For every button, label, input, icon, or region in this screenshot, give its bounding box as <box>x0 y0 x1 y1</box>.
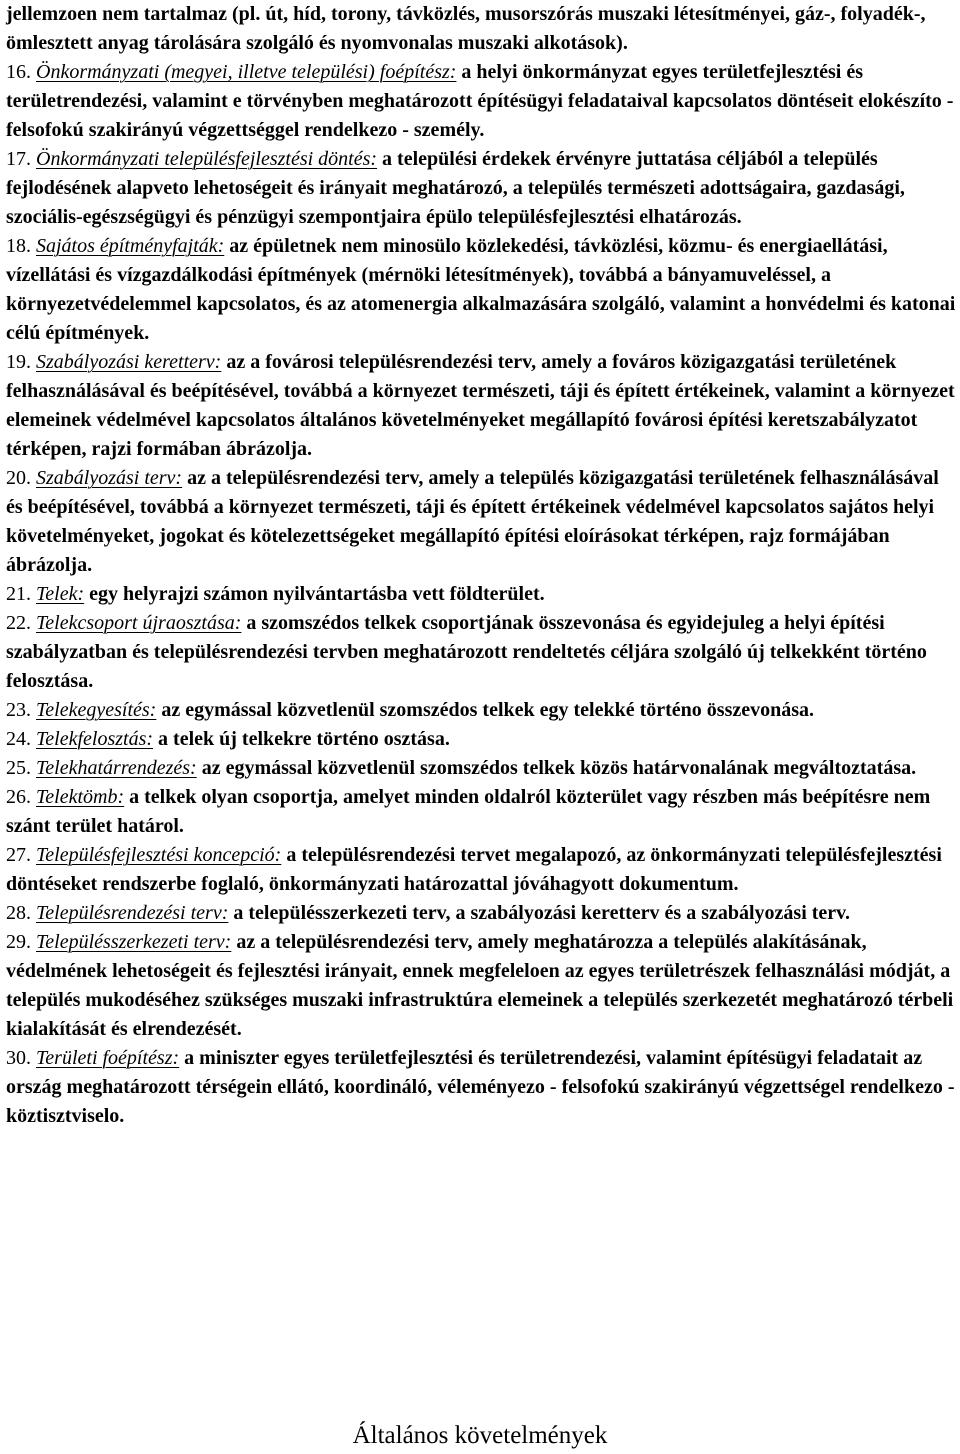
definition-entry <box>6 783 958 841</box>
definition-entry <box>6 841 958 899</box>
definition-term: Önkormányzati településfejlesztési döntés: <box>36 148 378 170</box>
definition-text: a telkek olyan csoportja, amelyet minden oldalról közterület vagy részben más beépítésre nem szánt terület határol. <box>6 786 931 837</box>
definition-number: 20. <box>6 467 31 489</box>
definition-number: 21. <box>6 583 31 605</box>
definitions-list <box>6 58 958 1131</box>
definition-text: a települési érdekek érvényre juttatása céljából a település fejlodésének alapveto lehetoségeit és irányait meghatározó, a település természeti adottságaira, gazdasági, szociális-egészségügyi és pénzügyi szempontjaira épülo településfejlesztési elhatározás. <box>6 148 905 228</box>
definition-text: egy helyrajzi számon nyilvántartásba vett földterület. <box>89 583 545 605</box>
definition-text: az a településrendezési terv, amely a település közigazgatási területének felhasználásával és beépítésével, továbbá a környezet természeti, táji és épített értékeinek védelmével kapcsolatos sajátos helyi követelményeket, jogokat és kötelezettségeket megállapító építési eloírásokat térképen, rajz formájában ábrázolja. <box>6 467 939 576</box>
definition-text: az a fovárosi településrendezési terv, amely a fováros közigazgatási területének felhasználásával és beépítésével, továbbá a környezet természeti, táji és épített értékeinek, valamint a környezet elemeinek védelmével kapcsolatos általános követelményeket megállapító fovárosi építési keretszabályzatot térképen, rajzi formában ábrázolja. <box>6 351 955 460</box>
definition-text: a miniszter egyes területfejlesztési és területrendezési, valamint építésügyi feladatait az ország meghatározott térségein ellátó, koordináló, véleményezo - felsofokú szakirányú végzettségel rendelkezo - köztisztviselo. <box>6 1047 955 1127</box>
definition-number: 26. <box>6 786 31 808</box>
definition-entry <box>6 348 958 464</box>
definition-term: Településrendezési terv: <box>36 902 229 924</box>
section-heading: Általános követelmények <box>352 1422 608 1449</box>
definition-entry <box>6 609 958 696</box>
document-page <box>6 0 958 1131</box>
definition-text: a településrendezési tervet megalapozó, az önkormányzati településfejlesztési döntéseket rendszerbe foglaló, önkormányzati határozattal jóváhagyott dokumentum. <box>6 844 942 895</box>
definition-entry <box>6 899 958 928</box>
definition-text: az egymással közvetlenül szomszédos telkek egy telekké történo összevonása. <box>161 699 815 721</box>
definition-entry <box>6 754 958 783</box>
definition-number: 29. <box>6 931 31 953</box>
definition-term: Telekfelosztás: <box>36 728 154 750</box>
definition-term: Szabályozási terv: <box>36 467 183 489</box>
definition-term: Településszerkezeti terv: <box>36 931 232 953</box>
definition-number: 24. <box>6 728 31 750</box>
definition-number: 23. <box>6 699 31 721</box>
definition-term: Telekegyesítés: <box>36 699 157 721</box>
definition-text: az épületnek nem minosülo közlekedési, távközlési, közmu- és energiaellátási, vízellátási és vízgazdálkodási építmények (mérnöki létesítmények), továbbá a bányamuveléssel, a környezetvédelemmel kapcsolatos, és az atomenergia alkalmazására szolgáló, valamint a honvédelmi és katonai célú építmények. <box>6 235 956 344</box>
definition-term: Telekhatárrendezés: <box>36 757 197 779</box>
definition-number: 28. <box>6 902 31 924</box>
definition-number: 16. <box>6 61 31 83</box>
definition-entry <box>6 145 958 232</box>
definition-entry <box>6 580 958 609</box>
definition-number: 27. <box>6 844 31 866</box>
definition-entry <box>6 1044 958 1131</box>
definition-term: Szabályozási keretterv: <box>36 351 222 373</box>
definition-term: Telek: <box>36 583 85 605</box>
definition-term: Telektömb: <box>36 786 125 808</box>
definition-text: a településszerkezeti terv, a szabályozási keretterv és a szabályozási terv. <box>233 902 851 924</box>
definition-term: Telekcsoport újraosztása: <box>36 612 242 634</box>
definition-term: Önkormányzati (megyei, illetve települési) foépítész: <box>36 61 457 83</box>
definition-entry <box>6 58 958 145</box>
definition-number: 17. <box>6 148 31 170</box>
intro-paragraph: jellemzoen nem tartalmaz (pl. út, híd, torony, távközlés, musorszórás muszaki létesítményei, gáz-, folyadék-, ömlesztett anyag tárolására szolgáló és nyomvonalas muszaki alkotások). <box>6 3 926 54</box>
definition-entry <box>6 928 958 1044</box>
definition-number: 18. <box>6 235 31 257</box>
definition-number: 25. <box>6 757 31 779</box>
definition-text: a szomszédos telkek csoportjának összevonása és egyidejuleg a helyi építési szabályzatban és településrendezési tervben meghatározott rendeltetés céljára szolgáló új telkekként történo felosztása. <box>6 612 927 692</box>
definition-entry <box>6 232 958 348</box>
definition-entry <box>6 725 958 754</box>
definition-term: Területi foépítész: <box>36 1047 180 1069</box>
definition-number: 22. <box>6 612 31 634</box>
definition-text: a helyi önkormányzat egyes területfejlesztési és területrendezési, valamint e törvényben meghatározott építésügyi feladataival kapcsolatos döntéseit elokészíto - felsofokú szakirányú végzettséggel rendelkezo - személy. <box>6 61 954 141</box>
definition-number: 30. <box>6 1047 31 1069</box>
definition-text: a telek új telkekre történo osztása. <box>158 728 450 750</box>
definition-entry <box>6 464 958 580</box>
definition-term: Településfejlesztési koncepció: <box>36 844 282 866</box>
definition-text: az a településrendezési terv, amely meghatározza a település alakításának, védelmének lehetoségeit és fejlesztési irányait, ennek megfeleloen az egyes területrészek felhasználási módját, a település mukodéséhez szükséges muszaki infrastruktúra elemeinek a település szerkezetét meghatározó térbeli kialakítását és elrendezését. <box>6 931 954 1040</box>
definition-number: 19. <box>6 351 31 373</box>
definition-text: az egymással közvetlenül szomszédos telkek közös határvonalának megváltoztatása. <box>201 757 917 779</box>
definition-entry <box>6 696 958 725</box>
definition-term: Sajátos építményfajták: <box>36 235 225 257</box>
